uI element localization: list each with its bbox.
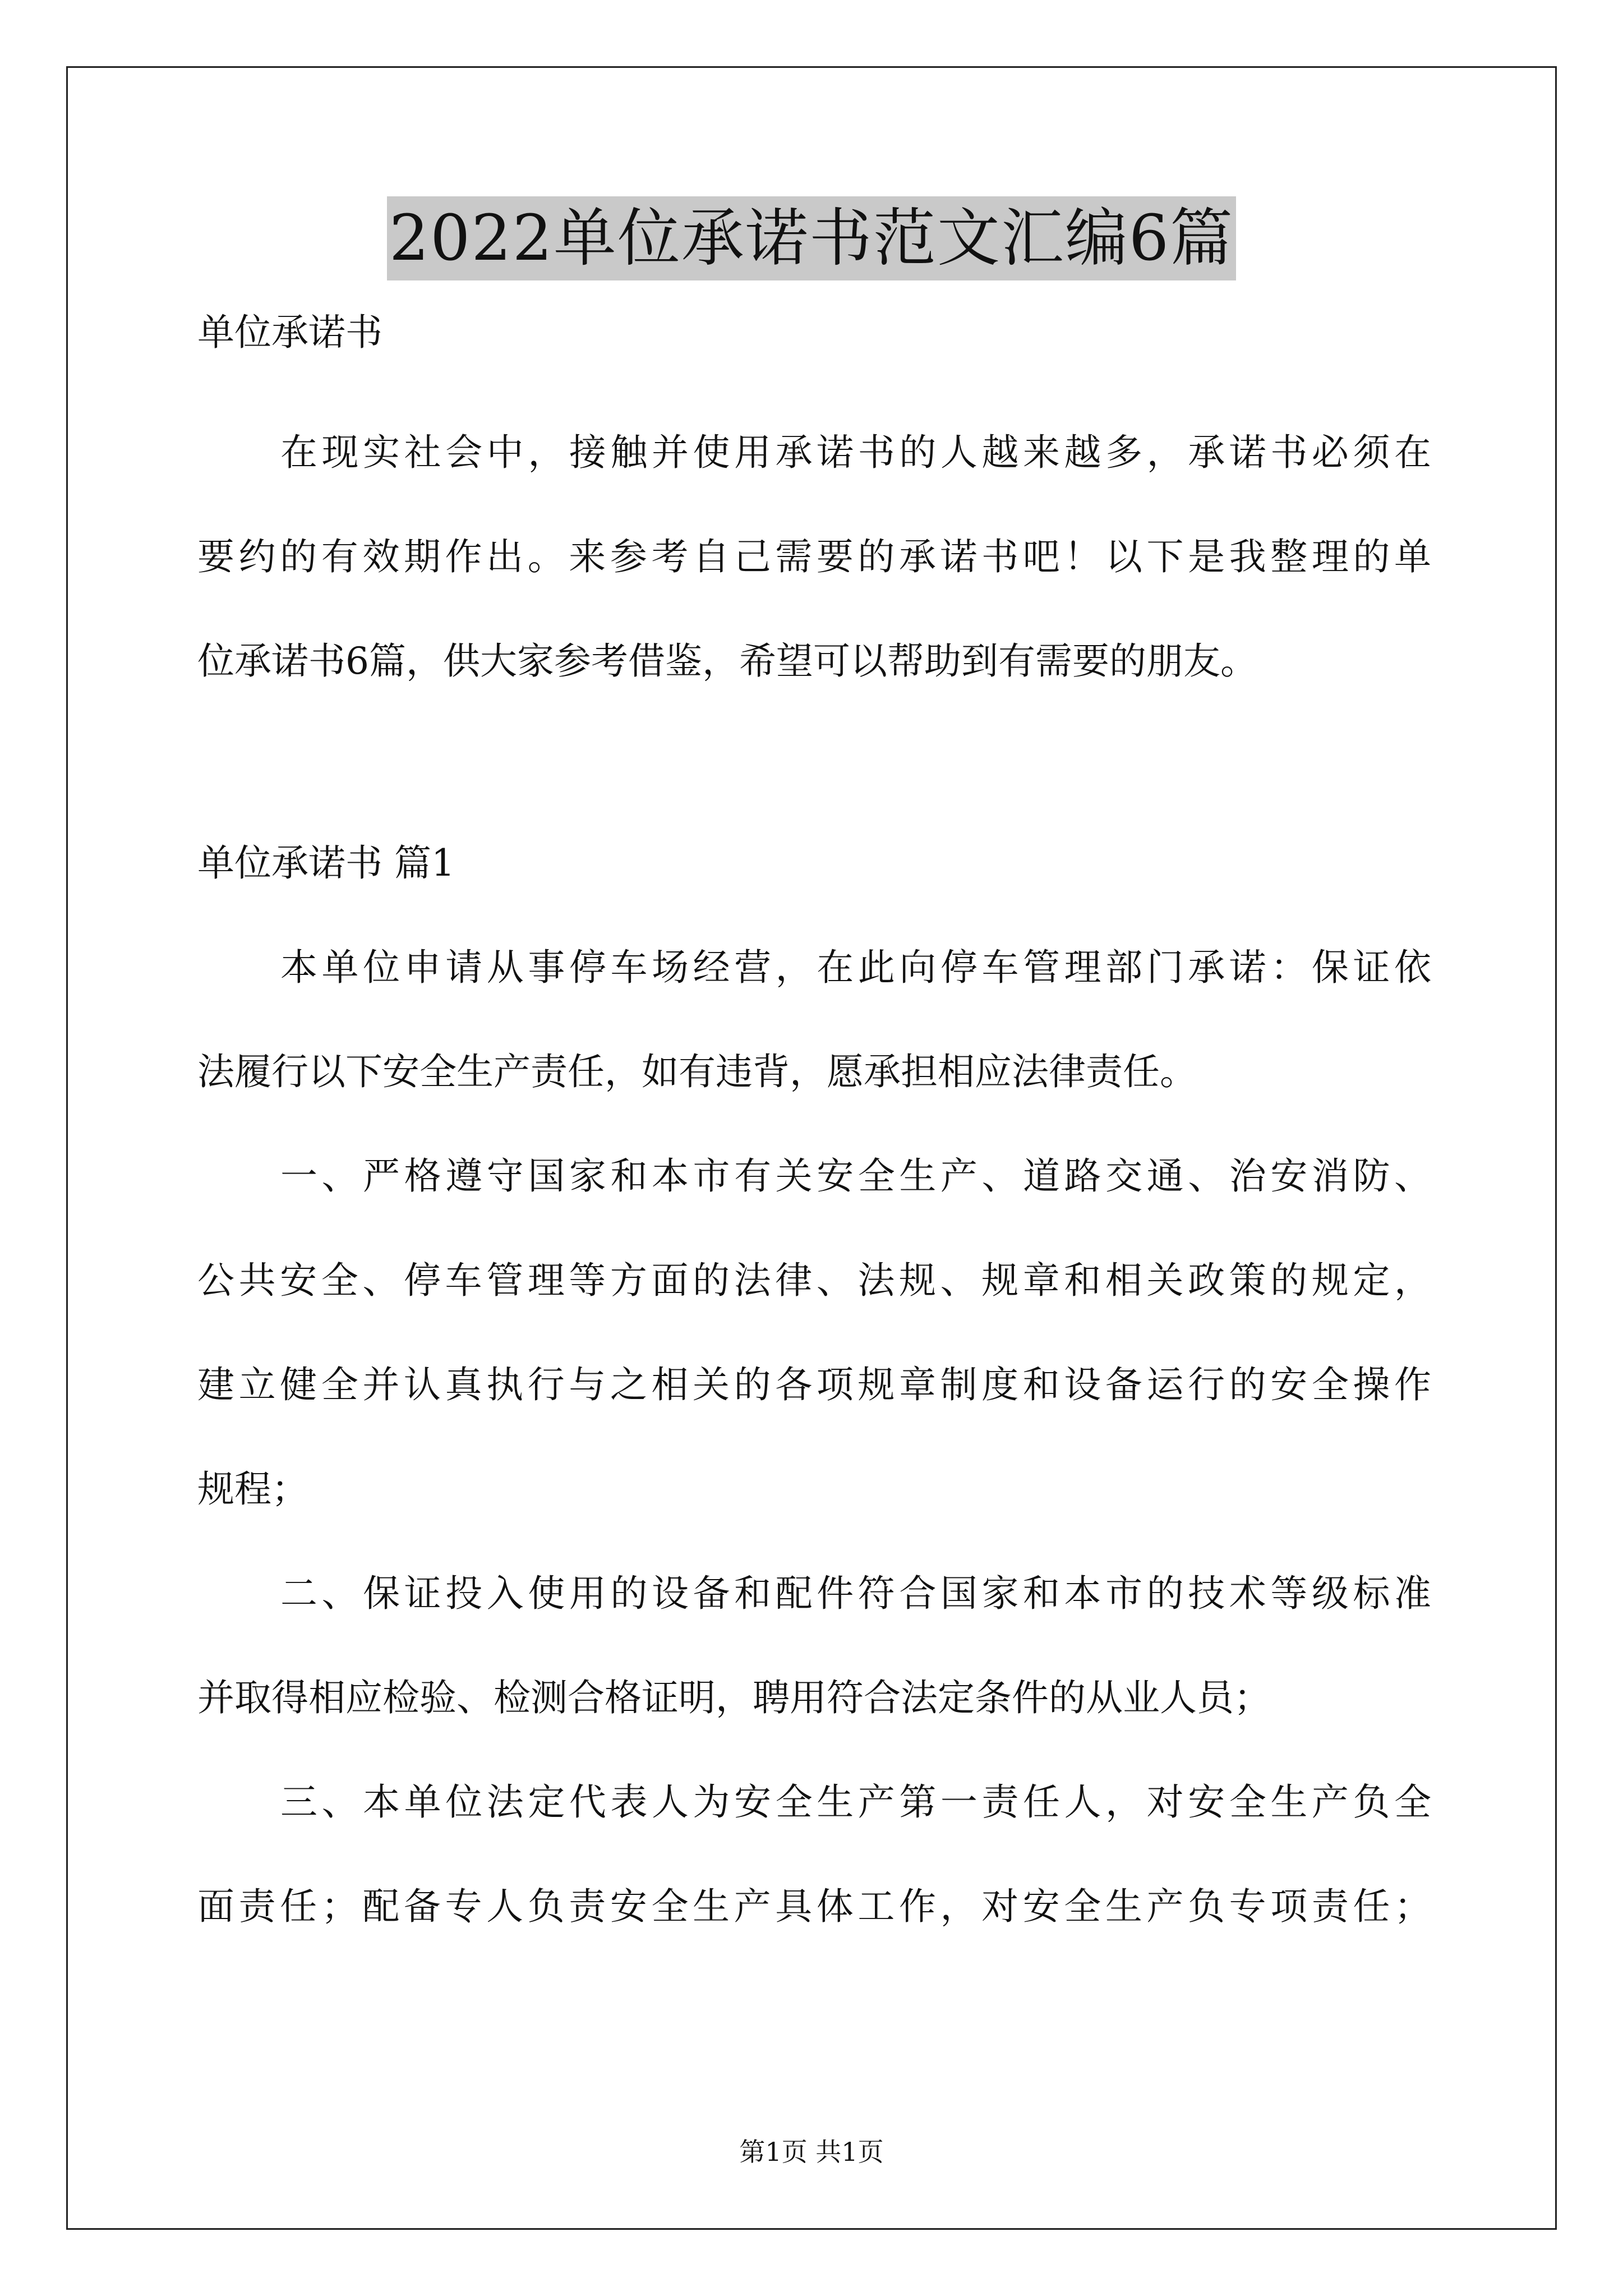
paragraph-line: 在现实社会中，接触并使用承诺书的人越来越多，承诺书必须在	[280, 431, 1431, 474]
page-footer: 第1页 共1页	[739, 2137, 884, 2167]
paragraph-line: 法履行以下安全生产责任，如有违背，愿承担相应法律责任。	[197, 1050, 1197, 1093]
document-title: 2022单位承诺书范文汇编6篇	[387, 196, 1236, 280]
paragraph-line: 要约的有效期作出。来参考自己需要的承诺书吧！以下是我整理的单	[197, 535, 1431, 578]
intro-heading: 单位承诺书	[197, 311, 382, 354]
paragraph-line: 并取得相应检验、检测合格证明，聘用符合法定条件的从业人员；	[197, 1676, 1271, 1719]
paragraph-line: 一、严格遵守国家和本市有关安全生产、道路交通、治安消防、	[280, 1154, 1431, 1198]
title-container	[0, 196, 1623, 280]
paragraph-line: 面责任；配备专人负责安全生产具体工作，对安全生产负专项责任；	[197, 1885, 1431, 1928]
paragraph-line: 规程；	[197, 1467, 308, 1511]
paragraph-line: 二、保证投入使用的设备和配件符合国家和本市的技术等级标准	[280, 1572, 1431, 1615]
paragraph-line: 三、本单位法定代表人为安全生产第一责任人，对安全生产负全	[280, 1780, 1431, 1824]
paragraph-line: 公共安全、停车管理等方面的法律、法规、规章和相关政策的规定，	[197, 1259, 1431, 1302]
paragraph-line: 建立健全并认真执行与之相关的各项规章制度和设备运行的安全操作	[197, 1363, 1431, 1406]
paragraph-line: 位承诺书6篇，供大家参考借鉴，希望可以帮助到有需要的朋友。	[197, 639, 1257, 683]
section1-heading: 单位承诺书 篇1	[197, 841, 455, 885]
paragraph-line: 本单位申请从事停车场经营，在此向停车管理部门承诺：保证依	[280, 946, 1431, 989]
